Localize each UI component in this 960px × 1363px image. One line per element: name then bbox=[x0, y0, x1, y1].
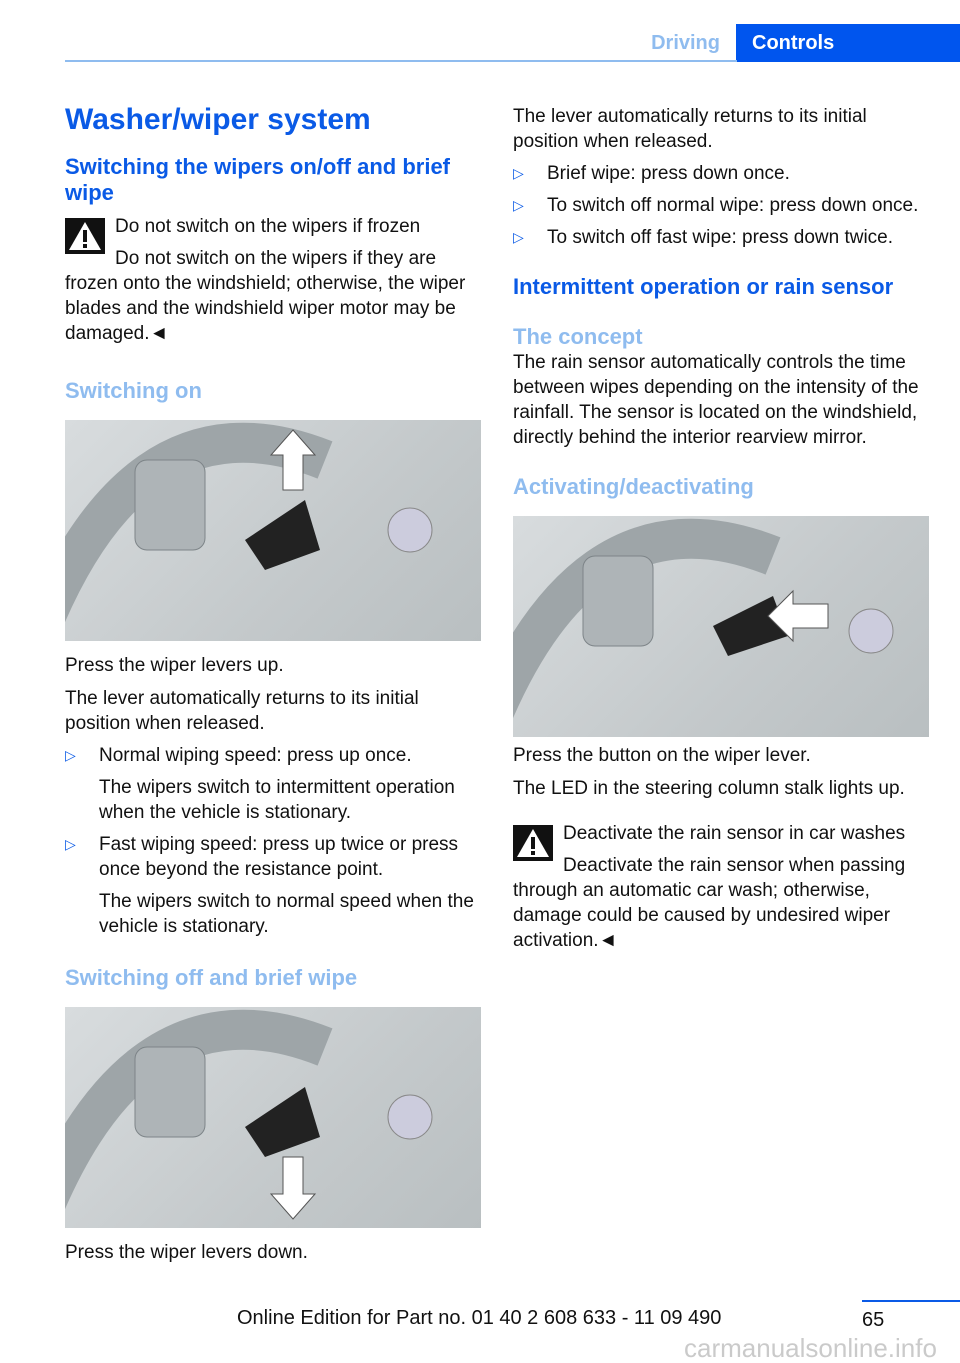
text-press-down: Press the wiper levers down. bbox=[65, 1242, 308, 1263]
warning-icon bbox=[65, 218, 105, 254]
heading-concept: The concept bbox=[513, 324, 643, 349]
list-item: ▷ To switch off normal wipe: press down once. bbox=[513, 195, 919, 216]
bullet-triangle-icon: ▷ bbox=[513, 229, 524, 245]
warning-title: Deactivate the rain sensor in car washes bbox=[563, 823, 906, 844]
list-item-note: The wipers switch to intermittent operation when the vehicle is stationary. bbox=[99, 777, 455, 823]
header-divider bbox=[65, 60, 737, 62]
page-title: Washer/wiper system bbox=[65, 103, 371, 136]
list-item: ▷ Brief wipe: press down once. bbox=[513, 163, 790, 184]
text-lever-returns: The lever automatically returns to its initial position when released. bbox=[513, 106, 867, 152]
heading-switching-off: Switching off and brief wipe bbox=[65, 965, 358, 990]
watermark: carmanualsonline.info bbox=[684, 1333, 937, 1363]
warning-car-wash bbox=[513, 821, 929, 953]
text-lever-returns: The lever automatically returns to its initial position when released. bbox=[65, 688, 419, 734]
left-column bbox=[65, 100, 481, 1265]
warning-body: Deactivate the rain sensor when passing through an automatic car wash; otherwise, damage could be caused by undesired wiper activation.◄ bbox=[513, 855, 906, 951]
warning-title: Do not switch on the wipers if frozen bbox=[115, 216, 421, 237]
list-item: ▷ Fast wiping speed: press up twice or press once beyond the resistance point. bbox=[65, 834, 459, 880]
bullet-triangle-icon: ▷ bbox=[65, 836, 76, 852]
tab-controls[interactable]: Controls bbox=[736, 24, 960, 62]
page-number: 65 bbox=[862, 1309, 885, 1331]
text-concept: The rain sensor automatically controls the time between wipes depending on the intensity of the rainfall. The sensor is located on the windshield, directly behind the interior rearview mirror. bbox=[513, 352, 919, 448]
text-led: The LED in the steering column stalk lights up. bbox=[513, 778, 905, 799]
list-item-note: The wipers switch to normal speed when the vehicle is stationary. bbox=[99, 891, 474, 937]
list-item: ▷ To switch off fast wipe: press down twice. bbox=[513, 227, 894, 248]
heading-switching-on: Switching on bbox=[65, 378, 202, 403]
text-press-up: Press the wiper levers up. bbox=[65, 655, 284, 676]
tab-driving[interactable]: Driving bbox=[651, 32, 720, 54]
heading-switching-wipers: Switching the wipers on/off and brief wipe bbox=[65, 154, 451, 205]
wiper-lever-up-image bbox=[65, 420, 481, 641]
bullet-triangle-icon: ▷ bbox=[65, 747, 76, 763]
rain-sensor-button-image bbox=[513, 516, 929, 737]
text-press-button: Press the button on the wiper lever. bbox=[513, 745, 811, 766]
list-item: ▷ Normal wiping speed: press up once. bbox=[65, 745, 412, 766]
bullet-triangle-icon: ▷ bbox=[513, 165, 524, 181]
warning-frozen bbox=[65, 214, 481, 346]
warning-icon bbox=[513, 825, 553, 861]
warning-body: Do not switch on the wipers if they are frozen onto the windshield; otherwise, the wiper blades and the windshield wiper motor may be damaged.◄ bbox=[65, 248, 466, 344]
bullet-triangle-icon: ▷ bbox=[513, 197, 524, 213]
heading-activating: Activating/deactivating bbox=[513, 474, 754, 499]
right-column bbox=[513, 104, 929, 953]
footer-divider bbox=[862, 1300, 960, 1302]
heading-rain-sensor: Intermittent operation or rain sensor bbox=[513, 274, 894, 299]
footer-edition: Online Edition for Part no. 01 40 2 608 633 - 11 09 490 bbox=[237, 1307, 722, 1329]
wiper-lever-down-image bbox=[65, 1007, 481, 1228]
